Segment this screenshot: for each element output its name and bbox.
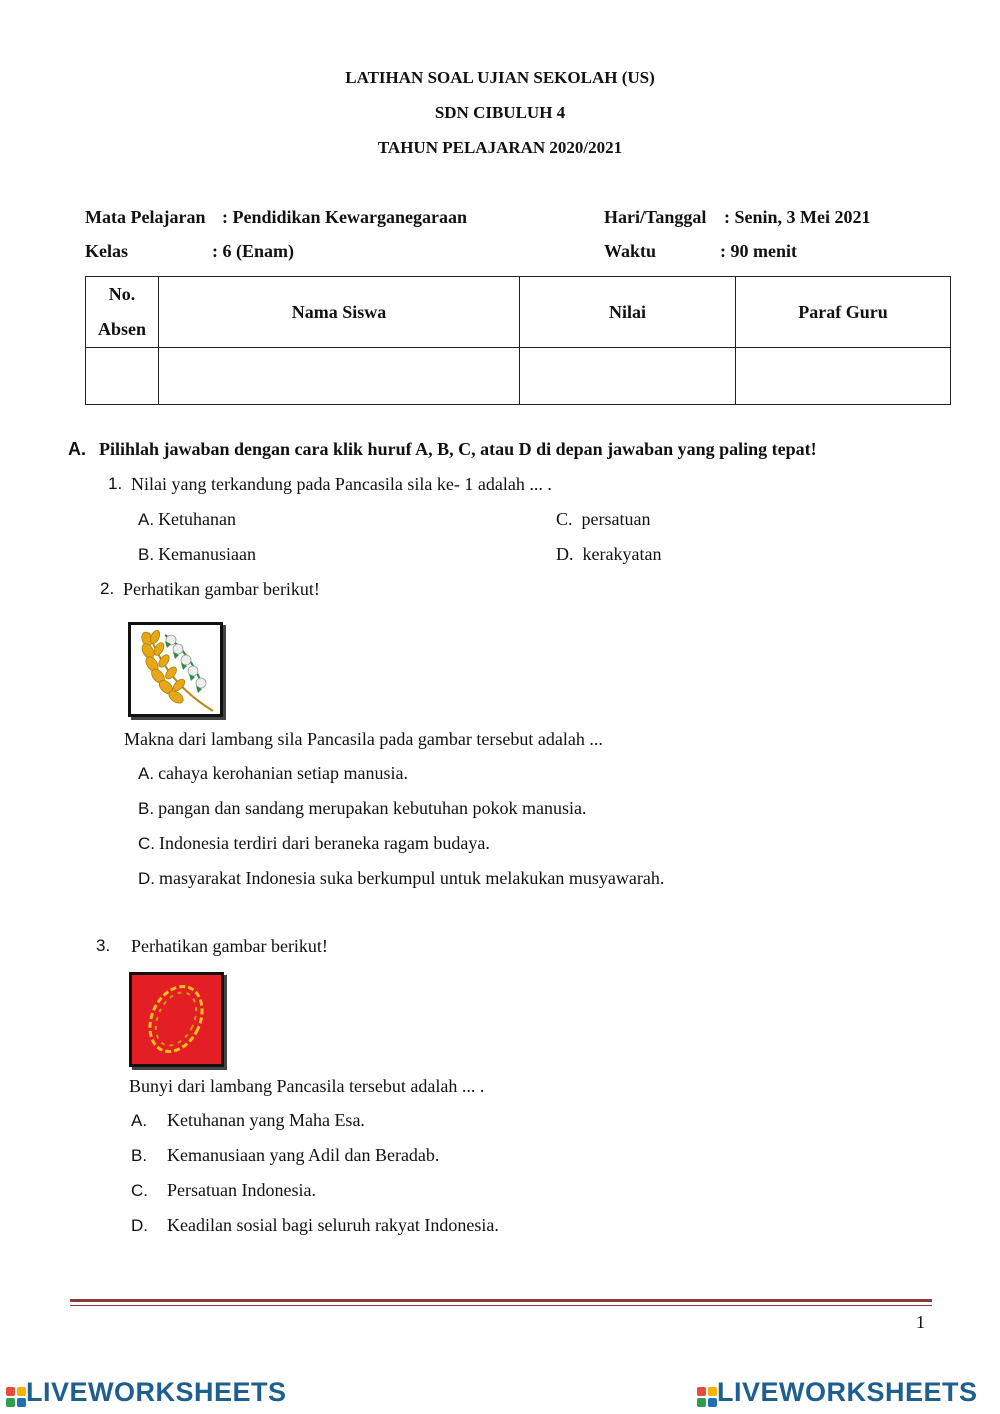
q2-text: Perhatikan gambar berikut! bbox=[123, 579, 320, 599]
time-value: : 90 menit bbox=[720, 241, 797, 261]
q2-option-d[interactable] bbox=[138, 868, 664, 889]
time-label: Waktu bbox=[604, 241, 657, 261]
liveworksheets-logo-icon bbox=[697, 1387, 717, 1407]
q1-option-a[interactable] bbox=[138, 509, 236, 530]
col-nilai: Nilai bbox=[520, 277, 736, 348]
q3-option-d-letter[interactable]: D. bbox=[131, 1216, 148, 1235]
q2-option-d-letter[interactable]: D. bbox=[138, 869, 155, 888]
padi-kapas-icon bbox=[131, 625, 220, 714]
date-label: Hari/Tanggal bbox=[604, 207, 707, 227]
padi-kapas-image bbox=[128, 622, 223, 717]
q2-number: 2. bbox=[100, 579, 115, 598]
brand-text-left: LIVEWORKSHEETS bbox=[26, 1377, 287, 1407]
q3-option-a[interactable] bbox=[131, 1110, 365, 1131]
q2-prompt: Makna dari lambang sila Pancasila pada gambar tersebut adalah ... bbox=[124, 729, 603, 749]
footer-rule-thin bbox=[70, 1305, 932, 1306]
q1-option-b-letter[interactable]: B. bbox=[138, 545, 155, 564]
col-paraf-guru: Paraf Guru bbox=[736, 277, 951, 348]
q3-option-a-letter[interactable]: A. bbox=[131, 1111, 148, 1130]
q3-option-c-letter[interactable]: C. bbox=[131, 1181, 148, 1200]
cell-paraf-guru bbox=[736, 348, 951, 405]
q3-option-a-text: Ketuhanan yang Maha Esa. bbox=[167, 1110, 365, 1130]
page-number: 1 bbox=[916, 1312, 925, 1332]
q2-option-b-text: pangan dan sandang merupakan kebutuhan pokok manusia. bbox=[158, 798, 587, 818]
q2-option-b[interactable] bbox=[138, 798, 586, 819]
rantai-image bbox=[129, 972, 224, 1067]
q3-option-b-letter[interactable]: B. bbox=[131, 1146, 148, 1165]
cell-nama-siswa bbox=[159, 348, 520, 405]
brand-text-right: LIVEWORKSHEETS bbox=[717, 1377, 978, 1407]
q1-option-d[interactable] bbox=[556, 544, 661, 565]
q3-number: 3. bbox=[96, 936, 111, 955]
q1-option-d-letter[interactable]: D. bbox=[556, 544, 574, 564]
section-letter: A. bbox=[68, 439, 86, 459]
q2-option-a-text: cahaya kerohanian setiap manusia. bbox=[158, 763, 408, 783]
q1-option-c-text: persatuan bbox=[581, 509, 651, 529]
cell-no-absen bbox=[86, 348, 159, 405]
q3-option-b[interactable] bbox=[131, 1145, 439, 1166]
q1-number: 1. bbox=[108, 474, 123, 493]
brand-logo-left bbox=[6, 1377, 287, 1408]
q2-option-a[interactable] bbox=[138, 763, 408, 784]
q2-option-b-letter[interactable]: B. bbox=[138, 799, 155, 818]
q2-option-c[interactable] bbox=[138, 833, 490, 854]
section-instruction: Pilihlah jawaban dengan cara klik huruf A, B, C, atau D di depan jawaban yang paling tepat! bbox=[99, 439, 817, 459]
q3-option-b-text: Kemanusiaan yang Adil dan Beradab. bbox=[167, 1145, 440, 1165]
school-name: SDN CIBULUH 4 bbox=[434, 103, 566, 122]
q2-option-c-letter[interactable]: C. bbox=[138, 834, 155, 853]
q2-option-d-text: masyarakat Indonesia suka berkumpul untuk melakukan musyawarah. bbox=[159, 868, 665, 888]
q3-option-c[interactable] bbox=[131, 1180, 316, 1201]
student-info-table bbox=[85, 276, 951, 405]
school-year: TAHUN PELAJARAN 2020/2021 bbox=[377, 138, 623, 157]
q1-option-a-text: Ketuhanan bbox=[158, 509, 237, 529]
q1-option-d-text: kerakyatan bbox=[582, 544, 662, 564]
brand-logo-right bbox=[697, 1377, 978, 1408]
col-no-absen bbox=[86, 277, 159, 348]
q3-option-d-text: Keadilan sosial bagi seluruh rakyat Indonesia. bbox=[167, 1215, 499, 1235]
q2-option-c-text: Indonesia terdiri dari beraneka ragam budaya. bbox=[159, 833, 490, 853]
q1-option-c[interactable] bbox=[556, 509, 650, 530]
q3-option-c-text: Persatuan Indonesia. bbox=[167, 1180, 316, 1200]
q1-option-b[interactable] bbox=[138, 544, 256, 565]
subject-label: Mata Pelajaran bbox=[85, 207, 206, 227]
liveworksheets-logo-icon bbox=[6, 1387, 26, 1407]
q3-text: Perhatikan gambar berikut! bbox=[131, 936, 328, 956]
date-value: : Senin, 3 Mei 2021 bbox=[724, 207, 871, 227]
subject-value: : Pendidikan Kewarganegaraan bbox=[222, 207, 468, 227]
q1-option-b-text: Kemanusiaan bbox=[158, 544, 257, 564]
class-label: Kelas bbox=[85, 241, 128, 261]
q1-option-c-letter[interactable]: C. bbox=[556, 509, 573, 529]
q2-option-a-letter[interactable]: A. bbox=[138, 764, 155, 783]
q1-text: Nilai yang terkandung pada Pancasila sila ke- 1 adalah ... . bbox=[131, 474, 552, 494]
cell-nilai bbox=[520, 348, 736, 405]
col-nama-siswa: Nama Siswa bbox=[159, 277, 520, 348]
doc-title: LATIHAN SOAL UJIAN SEKOLAH (US) bbox=[345, 68, 655, 87]
col-no-line1: No. bbox=[108, 284, 136, 304]
q3-option-d[interactable] bbox=[131, 1215, 499, 1236]
footer-rule bbox=[70, 1299, 932, 1302]
col-no-line2: Absen bbox=[97, 319, 146, 339]
q3-prompt: Bunyi dari lambang Pancasila tersebut adalah ... . bbox=[129, 1076, 485, 1096]
q1-option-a-letter[interactable]: A. bbox=[138, 510, 155, 529]
rantai-icon bbox=[132, 975, 221, 1064]
class-value: : 6 (Enam) bbox=[212, 241, 294, 261]
